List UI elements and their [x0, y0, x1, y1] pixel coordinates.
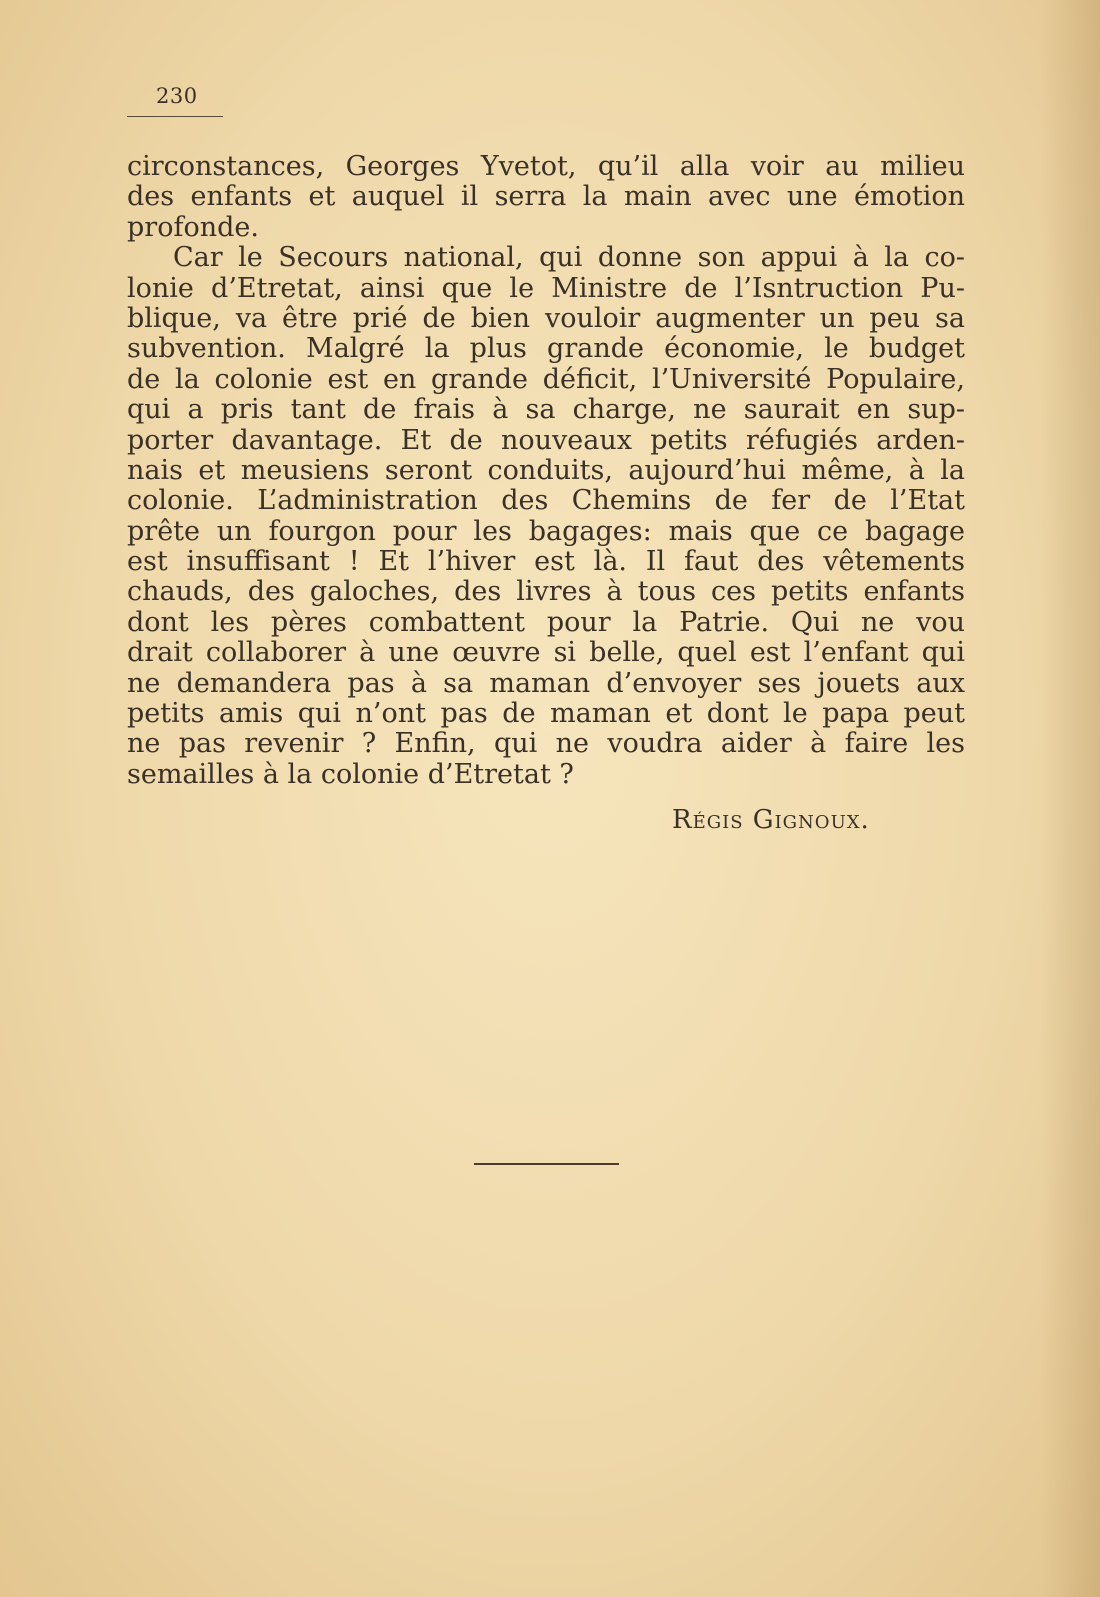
- text-line: blique, va être prié de bien vouloir augmenter un peu sa: [127, 303, 965, 334]
- text-line: circonstances, Georges Yvetot, qu’il alla voir au milieu: [127, 152, 965, 182]
- text-line: drait collaborer à une œuvre si belle, quel est l’enfant qui: [127, 638, 965, 669]
- page-edge-shadow: [1040, 0, 1100, 1597]
- text-line: semailles à la colonie d’Etretat ?: [127, 759, 574, 790]
- text-line: nais et meusiens seront conduits, aujourd’hui même, à la: [127, 455, 965, 486]
- page-number: 230: [156, 84, 198, 108]
- author-signature: Régis Gignoux.: [672, 805, 870, 835]
- text-line: qui a pris tant de frais à sa charge, ne saurait en sup-: [127, 395, 965, 426]
- text-line: colonie. L’administration des Chemins de fer de l’Etat: [127, 486, 965, 517]
- header-rule: [127, 116, 223, 117]
- text-line: chauds, des galoches, des livres à tous ces petits enfants: [127, 577, 965, 608]
- text-line: lonie d’Etretat, ainsi que le Ministre de l’Isntruction Pu-: [127, 273, 965, 304]
- text-line: ne pas revenir ? Enfin, qui ne voudra aider à faire les: [127, 729, 965, 760]
- text-line: petits amis qui n’ont pas de maman et dont le papa peut: [127, 699, 965, 730]
- text-line: Car le Secours national, qui donne son appui à la co-: [173, 243, 965, 274]
- article-body: [127, 152, 965, 790]
- text-line: dont les pères combattent pour la Patrie. Qui ne vou: [127, 607, 965, 638]
- text-line: de la colonie est en grande déficit, l’Université Populaire,: [127, 364, 965, 395]
- text-line: des enfants et auquel il serra la main avec une émotion: [127, 182, 965, 213]
- end-rule: [474, 1163, 619, 1165]
- text-line: profonde.: [127, 212, 259, 243]
- text-line: ne demandera pas à sa maman d’envoyer ses jouets aux: [127, 668, 965, 699]
- text-line: est insuffisant ! Et l’hiver est là. Il faut des vêtements: [127, 547, 965, 578]
- text-line: porter davantage. Et de nouveaux petits réfugiés arden-: [127, 425, 965, 456]
- text-line: subvention. Malgré la plus grande économie, le budget: [127, 334, 965, 365]
- text-line: prête un fourgon pour les bagages: mais que ce bagage: [127, 516, 965, 547]
